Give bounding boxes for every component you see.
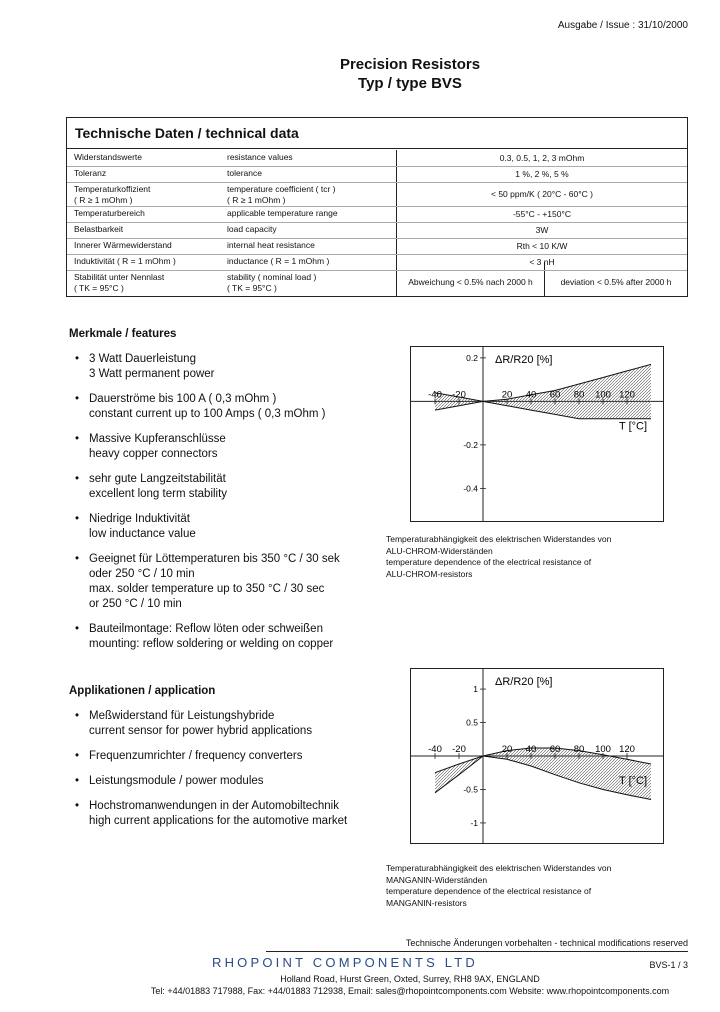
list-item-text: Geeignet für Löttemperaturen bis 350 °C / 30 sek: [89, 553, 340, 565]
caption-line: Temperaturabhängigkeit des elektrischen Widerstandes von: [386, 863, 612, 873]
x-tick-label: 100: [595, 744, 611, 755]
tech-row: [67, 238, 687, 255]
tech-param-de: Stabilität unter Nennlast: [74, 272, 165, 282]
bullet-dot: •: [75, 710, 80, 722]
bullet-dot: •: [75, 775, 80, 787]
bullet-dot: •: [75, 513, 80, 525]
list-item-text: oder 250 °C / 10 min: [89, 568, 195, 580]
features-heading: Merkmale / features: [69, 328, 177, 340]
list-item-text: heavy copper connectors: [89, 448, 218, 460]
list-item-text: or 250 °C / 10 min: [89, 598, 182, 610]
tech-param-de: Induktivität ( R = 1 mOhm ): [74, 256, 176, 266]
tech-data-heading: Technische Daten / technical data: [67, 118, 687, 149]
tech-param-de: Belastbarkeit: [74, 224, 124, 234]
modifications-note: Technische Änderungen vorbehalten - technical modifications reserved: [405, 938, 688, 948]
chart-x-title: T [°C]: [619, 775, 648, 787]
list-item-text: 3 Watt permanent power: [89, 368, 215, 380]
tech-value-en: deviation < 0.5% after 2000 h: [560, 276, 672, 287]
tech-param-de: Innerer Wärmewiderstand: [74, 240, 172, 250]
tech-param-en: ( TK = 95°C ): [227, 283, 277, 293]
tech-row: [67, 254, 687, 271]
list-item-text: 3 Watt Dauerleistung: [89, 353, 196, 365]
list-item-text: Bauteilmontage: Reflow löten oder schweißen: [89, 623, 323, 635]
tech-row: [67, 206, 687, 223]
bullet-dot: •: [75, 750, 80, 762]
list-item-text: Niedrige Induktivität: [89, 513, 190, 525]
x-tick-label: -20: [452, 744, 466, 755]
manganin-caption: [386, 863, 611, 909]
tech-value: 1 %, 2 %, 5 %: [515, 168, 569, 179]
y-tick-label: 0.2: [466, 352, 478, 363]
company-address: Holland Road, Hurst Green, Oxted, Surrey, RH8 9AX, ENGLAND: [280, 974, 540, 984]
x-tick-label: 40: [525, 389, 537, 401]
x-tick-label: 80: [573, 389, 585, 401]
tech-param-en: resistance values: [227, 152, 293, 162]
tech-param-de: Temperaturkoffizient: [74, 184, 151, 194]
y-tick-label: -0.4: [463, 483, 478, 494]
list-item-text: Meßwiderstand für Leistungshybride: [89, 710, 275, 722]
list-item-text: current sensor for power hybrid applications: [89, 725, 313, 737]
tech-param-de: ( TK = 95°C ): [74, 283, 124, 293]
caption-line: MANGANIN-resistors: [386, 897, 467, 908]
caption-line: Temperaturabhängigkeit des elektrischen Widerstandes von: [386, 534, 612, 544]
tech-row: [67, 150, 687, 167]
tech-value: < 50 ppm/K ( 20°C - 60°C ): [491, 188, 593, 199]
page-number: BVS-1 / 3: [649, 960, 688, 970]
caption-line: ALU-CHROM-Widerständen: [386, 545, 493, 556]
tech-param-en: temperature coefficient ( tcr ): [227, 184, 336, 194]
x-tick-label: -40: [428, 389, 442, 401]
chart-y-title: ΔR/R20 [%]: [495, 676, 553, 688]
x-tick-label: 80: [573, 744, 585, 755]
list-item-text: excellent long term stability: [89, 488, 228, 500]
tech-param-en: stability ( nominal load ): [227, 272, 317, 282]
chart-y-title: ΔR/R20 [%]: [495, 354, 553, 366]
caption-line: MANGANIN-Widerständen: [386, 874, 488, 885]
tech-row: [67, 182, 687, 207]
list-item-text: sehr gute Langzeitstabilität: [89, 473, 226, 485]
tech-param-en: internal heat resistance: [227, 240, 315, 250]
list-item-text: max. solder temperature up to 350 °C / 30 sec: [89, 583, 325, 595]
list-item-text: high current applications for the automotive market: [89, 815, 348, 827]
tech-value: < 3 nH: [529, 256, 555, 267]
bullet-dot: •: [75, 353, 80, 365]
list-item-text: Frequenzumrichter / frequency converters: [89, 750, 303, 762]
y-tick-label: 0.5: [466, 717, 478, 728]
tech-row: [67, 166, 687, 183]
tech-param-de: Toleranz: [74, 168, 107, 178]
x-tick-label: 60: [549, 389, 561, 401]
issue-date: Ausgabe / Issue : 31/10/2000: [557, 20, 688, 31]
tech-param-de: Widerstandswerte: [74, 152, 143, 162]
tech-row: [67, 222, 687, 239]
tech-data-table: [66, 117, 688, 297]
list-item-text: Hochstromanwendungen in der Automobiltechnik: [89, 800, 339, 812]
tech-param-en: ( R ≥ 1 mOhm ): [227, 195, 286, 205]
tech-param-en: tolerance: [227, 168, 262, 178]
tech-value: 3W: [535, 224, 549, 235]
list-item-text: constant current up to 100 Amps ( 0,3 mOhm ): [89, 408, 326, 420]
caption-line: temperature dependence of the electrical resistance of: [386, 886, 592, 896]
x-tick-label: 120: [619, 744, 635, 755]
tech-param-en: inductance ( R = 1 mOhm ): [227, 256, 330, 266]
y-tick-label: -1: [470, 817, 478, 828]
x-tick-label: 20: [501, 744, 513, 755]
tech-value: -55°C - +150°C: [512, 208, 572, 219]
tech-param-en: load capacity: [227, 224, 277, 234]
tech-value-de: Abweichung < 0.5% nach 2000 h: [408, 276, 533, 287]
tech-param-de: ( R ≥ 1 mOhm ): [74, 195, 133, 205]
alu-chrom-chart: [410, 346, 664, 522]
company-contact: Tel: +44/01883 717988, Fax: +44/01883 712938, Email: sales@rhopointcomponents.com Website: www.rhopointcomponents.com: [150, 986, 670, 996]
list-item-text: low inductance value: [89, 528, 196, 540]
x-tick-label: 120: [619, 389, 635, 401]
footer-divider: [266, 951, 688, 952]
title-line-1: Precision Resistors: [339, 56, 481, 73]
title-line-2: Typ / type BVS: [358, 75, 462, 92]
bullet-dot: •: [75, 800, 80, 812]
y-tick-label: -0.2: [463, 439, 478, 450]
tech-value: 0.3, 0.5, 1, 2, 3 mOhm: [499, 152, 585, 163]
x-tick-label: -40: [428, 744, 442, 755]
manganin-chart: [410, 668, 664, 844]
x-tick-label: 40: [525, 744, 537, 755]
tech-param-de: Temperaturbereich: [74, 208, 145, 218]
bullet-dot: •: [75, 623, 80, 635]
list-item-text: Dauerströme bis 100 A ( 0,3 mOhm ): [89, 393, 277, 405]
bullet-dot: •: [75, 473, 80, 485]
applications-heading: Applikationen / application: [69, 685, 216, 697]
tech-row: [67, 270, 687, 294]
tech-value: Rth < 10 K/W: [516, 240, 568, 251]
bullet-dot: •: [75, 553, 80, 565]
list-item-text: Leistungsmodule / power modules: [89, 775, 264, 787]
list-item-text: mounting: reflow soldering or welding on copper: [89, 638, 334, 650]
bullet-dot: •: [75, 433, 80, 445]
caption-line: temperature dependence of the electrical resistance of: [386, 557, 592, 567]
x-tick-label: 100: [595, 389, 611, 401]
y-tick-label: 1: [473, 684, 478, 695]
x-tick-label: -20: [452, 389, 466, 401]
caption-line: ALU-CHROM-resistors: [386, 568, 473, 579]
tech-param-en: applicable temperature range: [227, 208, 338, 218]
x-tick-label: 60: [549, 744, 561, 755]
company-name: RHOPOINT COMPONENTS LTD: [212, 955, 478, 970]
chart-x-title: T [°C]: [619, 420, 648, 433]
y-tick-label: -0.5: [463, 784, 478, 795]
x-tick-label: 20: [501, 389, 513, 401]
list-item-text: Massive Kupferanschlüsse: [89, 433, 226, 445]
alu-chrom-caption: [386, 534, 611, 580]
bullet-dot: •: [75, 393, 80, 405]
